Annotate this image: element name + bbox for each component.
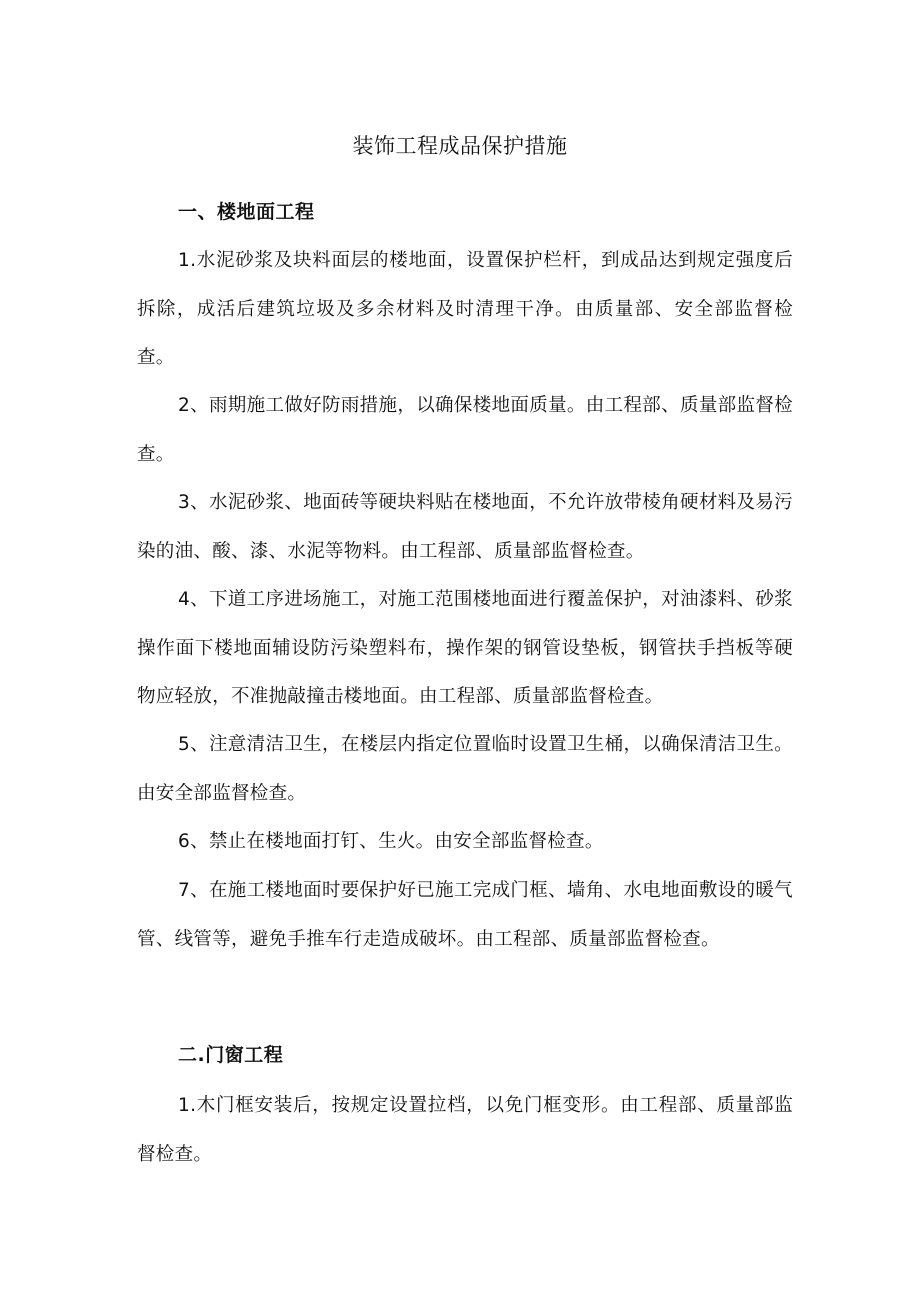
paragraph-floor-6: 6、禁止在楼地面打钉、生火。由安全部监督检查。 <box>178 831 604 852</box>
paragraph-floor-5: 5、注意清洁卫生，在楼层内指定位置临时设置卫生桶，以确保清洁卫生。由安全部监督检查。 <box>137 734 793 804</box>
paragraph-floor-4: 4、下道工序进场施工，对施工范围楼地面进行覆盖保护，对油漆料、砂浆操作面下楼地面辅设防污染塑料布，操作架的钢管设垫板，钢管扶手挡板等硬物应轻放，不准抛敲撞击楼地面。由工程部、质量部监督检查。 <box>137 589 793 707</box>
section-heading-doors-windows: 二.门窗工程 <box>178 1044 284 1066</box>
paragraph-floor-3: 3、水泥砂浆、地面砖等硬块料贴在楼地面，不允许放带棱角硬材料及易污染的油、酸、漆、水泥等物料。由工程部、质量部监督检查。 <box>137 492 793 562</box>
paragraph-floor-2: 2、雨期施工做好防雨措施，以确保楼地面质量。由工程部、质量部监督检查。 <box>137 395 793 465</box>
paragraph-floor-1: 1.水泥砂浆及块料面层的楼地面，设置保护栏杆，到成品达到规定强度后拆除，成活后建筑垃圾及多余材料及时清理干净。由质量部、安全部监督检查。 <box>137 250 793 368</box>
document-title: 装饰工程成品保护措施 <box>352 134 568 158</box>
paragraph-doors-1: 1.木门框安装后，按规定设置拉档，以免门框变形。由工程部、质量部监督检查。 <box>137 1095 793 1165</box>
section-heading-floor: 一、楼地面工程 <box>178 201 315 223</box>
paragraph-floor-7: 7、在施工楼地面时要保护好已施工完成门框、墙角、水电地面敷设的暖气管、线管等，避免手推车行走造成破坏。由工程部、质量部监督检查。 <box>137 880 793 950</box>
